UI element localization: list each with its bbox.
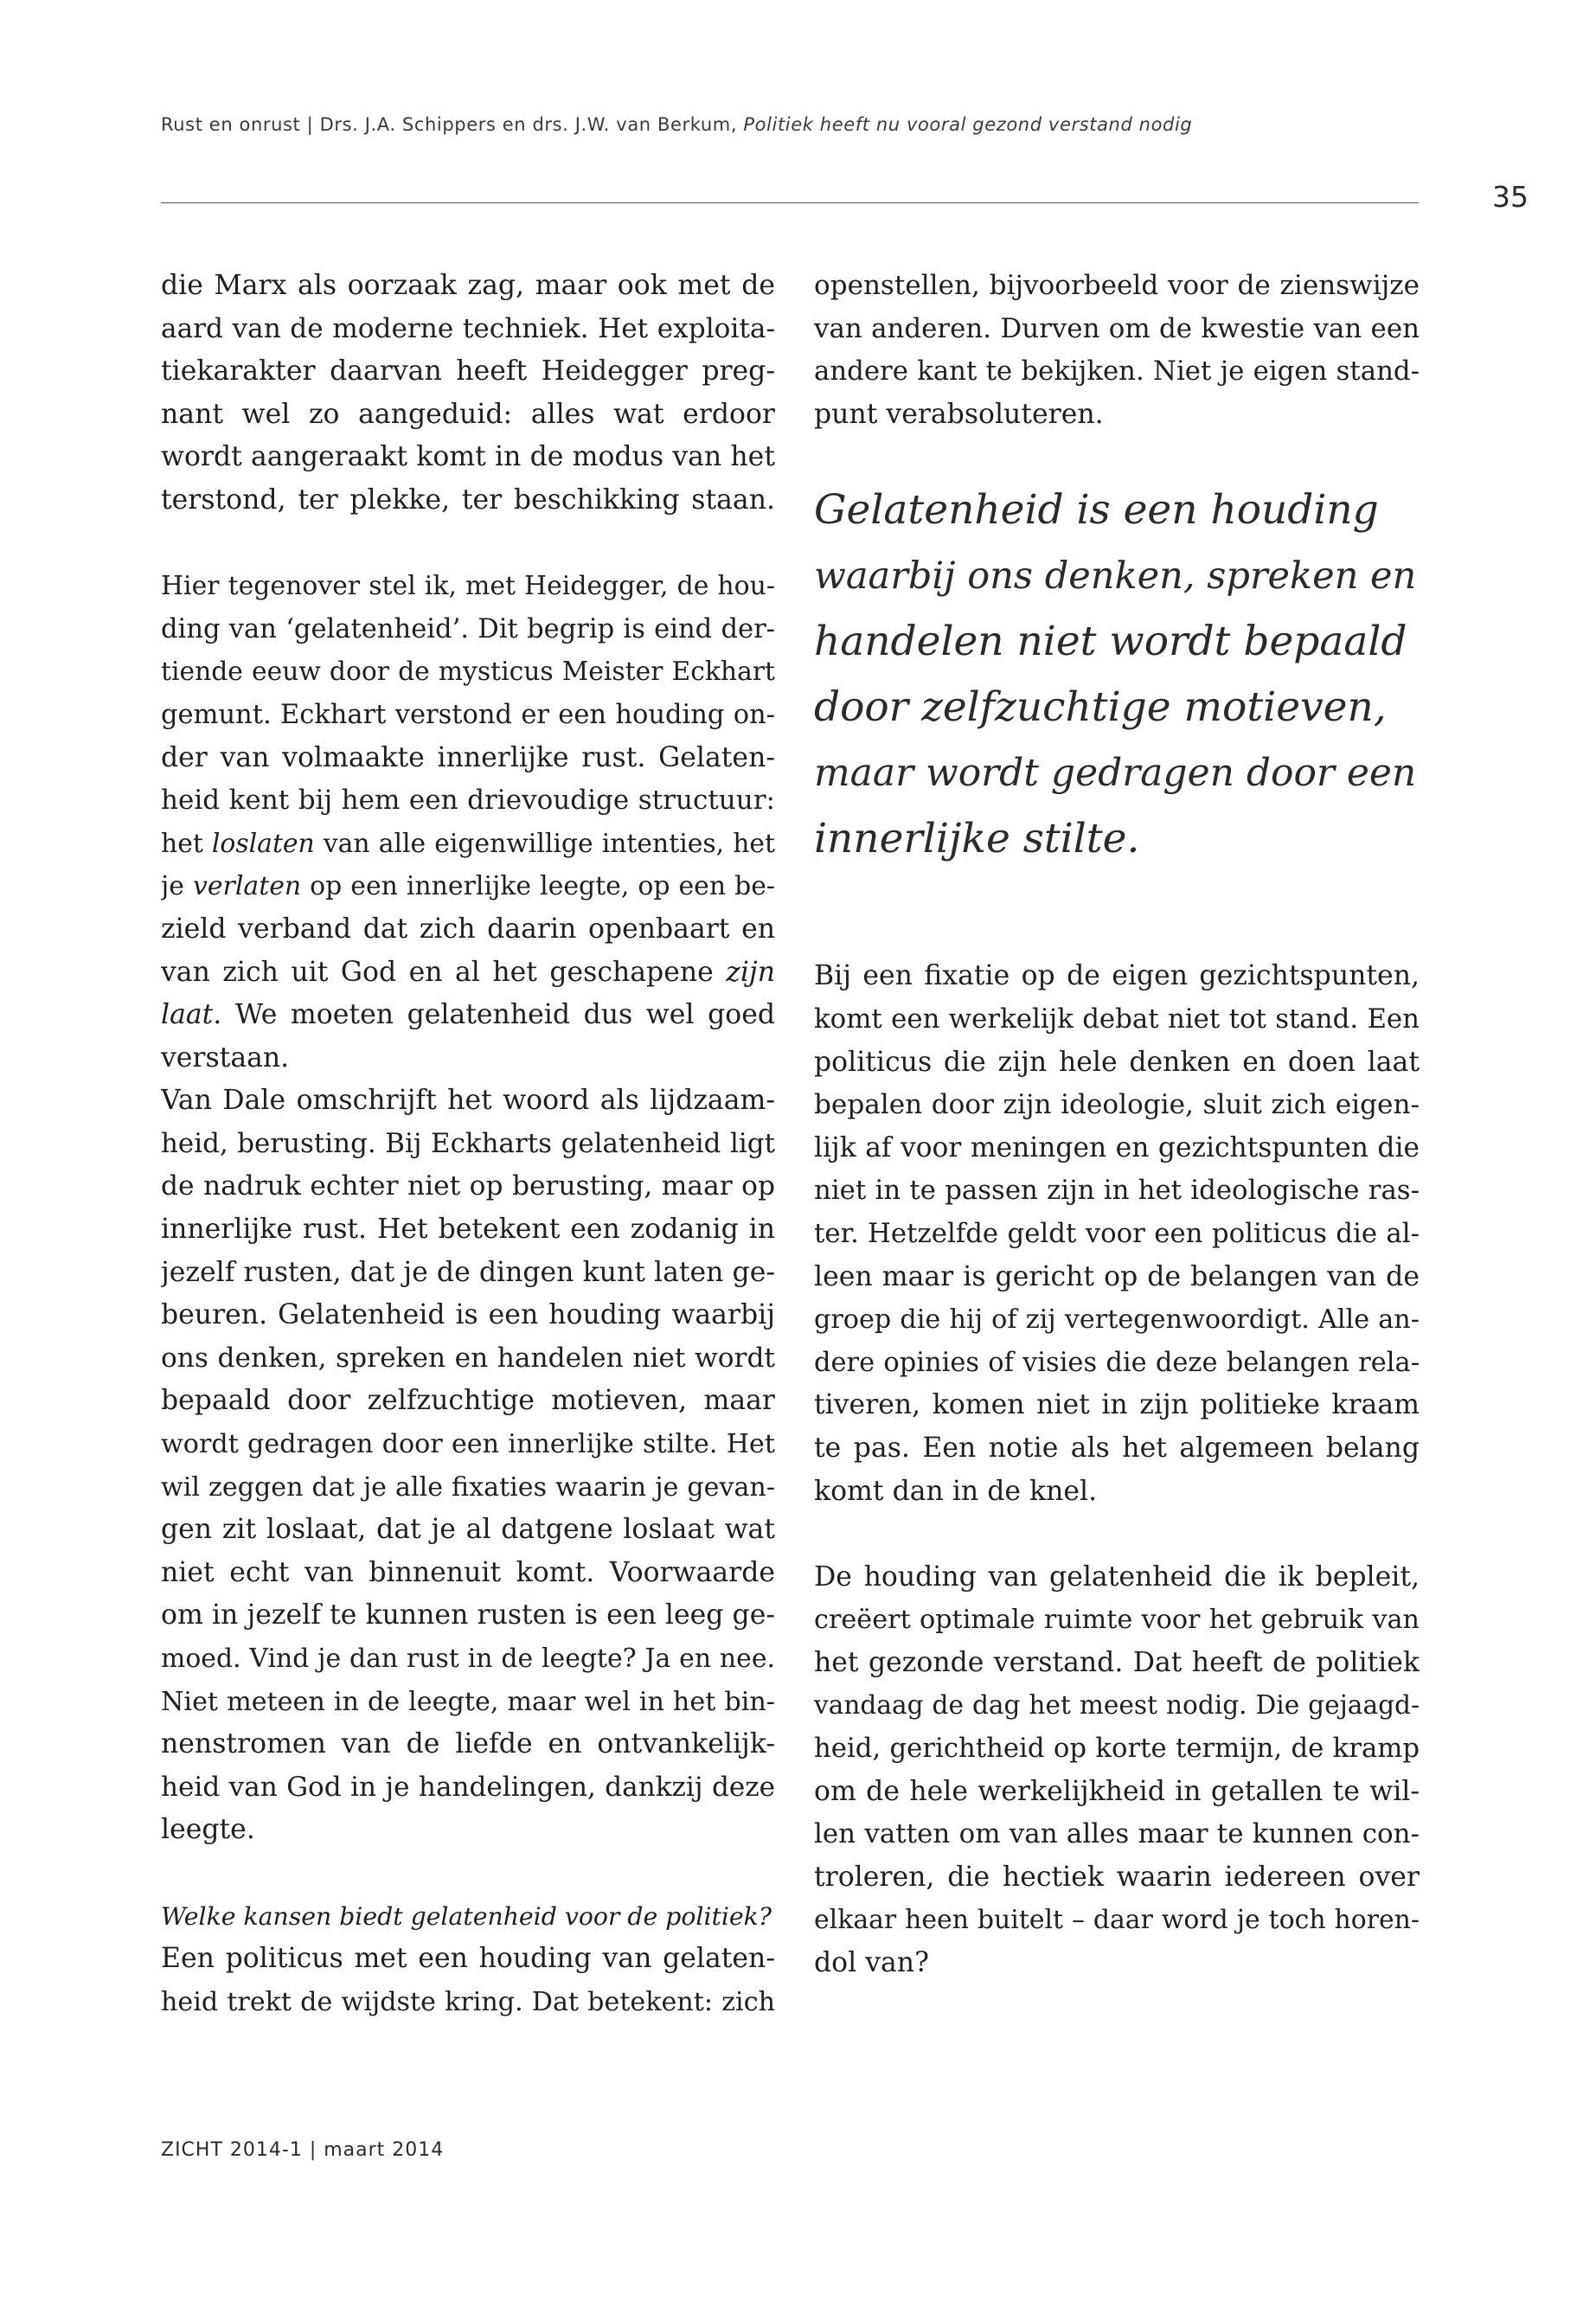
paragraph-answer xyxy=(161,1938,775,2023)
text-line: ons denken, spreken en handelen niet wordt xyxy=(161,1342,775,1374)
paragraph-gap xyxy=(814,1513,1420,1556)
text-line: beuren. Gelatenheid is een houding waarbij xyxy=(161,1299,775,1331)
text-line: troleren, die hectiek waarin iedereen over xyxy=(814,1861,1420,1893)
text-line: om de hele werkelijkheid in getallen te wil- xyxy=(814,1775,1420,1807)
text-line: elkaar heen buitelt – daar word je toch horen- xyxy=(814,1905,1420,1936)
text-line: heid, berusting. Bij Eckharts gelatenheid ligt xyxy=(161,1127,775,1159)
paragraph-openstellen xyxy=(814,265,1420,436)
text-line: innerlijke rust. Het betekent een zodanig in xyxy=(161,1214,775,1246)
quote-line: handelen niet wordt bepaald xyxy=(814,618,1407,666)
text-line: der van volmaakte innerlijke rust. Gelaten- xyxy=(161,741,775,773)
text-line: ter. Hetzelfde geldt voor een politicus die al- xyxy=(814,1217,1420,1249)
italic-term-verlaten: verlaten xyxy=(192,871,302,902)
paragraph-fixatie xyxy=(814,955,1420,1513)
text-run: . We moeten gelatenheid dus wel goed xyxy=(213,999,775,1031)
page-number: 35 xyxy=(1492,180,1529,214)
quote-line: innerlijke stilte. xyxy=(814,815,1140,863)
paragraph-van-dale xyxy=(161,1080,775,1852)
text-line: punt verabsoluteren. xyxy=(814,398,1104,430)
text-line: gen zit loslaat, dat je al datgene loslaat wat xyxy=(161,1514,775,1546)
running-head xyxy=(161,114,1424,135)
text-line: moed. Vind je dan rust in de leegte? Ja en nee. xyxy=(161,1644,775,1674)
page-footer: ZICHT 2014-1 | maart 2014 xyxy=(161,2139,445,2161)
text-line: groep die hij of zij vertegenwoordigt. Alle an- xyxy=(814,1304,1420,1336)
text-line: leen maar is gericht op de belangen van de xyxy=(814,1260,1420,1292)
text-line: tiveren, komen niet in zijn politieke kraam xyxy=(814,1389,1420,1421)
text-line: ding van ‘gelatenheid’. Dit begrip is eind der- xyxy=(161,613,775,644)
text-line: aard van de moderne techniek. Het exploita- xyxy=(161,312,775,344)
text-run: op een innerlijke leegte, op een be- xyxy=(301,871,775,902)
text-line: heid, gerichtheid op korte termijn, de kramp xyxy=(814,1734,1420,1765)
text-line: Bij een fixatie op de eigen gezichtspunten, xyxy=(814,960,1420,992)
text-line: dere opinies of visies die deze belangen rela- xyxy=(814,1347,1420,1378)
text-line xyxy=(161,952,775,995)
text-run: van alle eigenwillige intenties, het xyxy=(314,828,775,859)
paragraph-gap xyxy=(161,1852,775,1895)
text-line: Hier tegenover stel ik, met Heidegger, de hou- xyxy=(161,571,775,602)
running-head-article-title: Politiek heeft nu vooral gezond verstand nodig xyxy=(743,114,1193,135)
text-line: heid kent bij hem een drievoudige structuur: xyxy=(161,785,775,817)
paragraph-gelatenheid xyxy=(161,565,775,1080)
text-line: politicus die zijn hele denken en doen laat xyxy=(814,1046,1420,1078)
header-rule xyxy=(161,202,1419,203)
paragraph-houding xyxy=(814,1556,1420,1985)
pull-quote xyxy=(814,478,1420,872)
text-line: wordt aangeraakt komt in de modus van het xyxy=(161,441,775,473)
text-line: terstond, ter plekke, ter beschikking staan. xyxy=(161,484,775,516)
text-line xyxy=(161,865,775,908)
text-line: tiende eeuw door de mysticus Meister Eckhart xyxy=(161,657,775,688)
text-line: komt dan in de knel. xyxy=(814,1475,1098,1507)
text-line: om in jezelf te kunnen rusten is een leeg ge- xyxy=(161,1599,775,1631)
quote-line: door zelfzuchtige motieven, xyxy=(814,683,1387,732)
running-head-text: Rust en onrust | Drs. J.A. Schippers en drs. J.W. van Berkum, xyxy=(161,114,738,135)
text-line: leegte. xyxy=(161,1814,255,1846)
paragraph-gap xyxy=(161,522,775,566)
text-line xyxy=(161,823,775,866)
text-line: tiekarakter daarvan heeft Heidegger preg- xyxy=(161,356,775,388)
text-line: het gezonde verstand. Dat heeft de politiek xyxy=(814,1646,1420,1678)
text-line: jezelf rusten, dat je de dingen kunt laten ge- xyxy=(161,1256,775,1288)
text-line: lijk af voor meningen en gezichtspunten die xyxy=(814,1131,1420,1163)
text-line: komt een werkelijk debat niet tot stand. Een xyxy=(814,1003,1420,1035)
text-run: het xyxy=(161,828,212,859)
text-run: van zich uit God en al het geschapene xyxy=(161,956,727,988)
text-line: creëert optimale ruimte voor het gebruik van xyxy=(814,1605,1420,1636)
right-column xyxy=(814,265,1420,1985)
text-run: je xyxy=(161,871,193,902)
text-line: De houding van gelatenheid die ik bepleit, xyxy=(814,1561,1420,1593)
text-line: gemunt. Eckhart verstond er een houding on- xyxy=(161,699,775,730)
quote-line: waarbij ons denken, spreken en xyxy=(814,554,1417,599)
text-line: len vatten om van alles maar te kunnen con- xyxy=(814,1818,1420,1850)
text-line: heid trekt de wijdste kring. Dat betekent: zich xyxy=(161,1986,775,2017)
paragraph-marx-heidegger xyxy=(161,265,775,522)
text-line: andere kant te bekijken. Niet je eigen stand- xyxy=(814,356,1420,388)
text-line xyxy=(161,994,775,1037)
left-column xyxy=(161,265,775,2023)
question-line: Welke kansen biedt gelatenheid voor de politiek? xyxy=(161,1901,772,1931)
text-line: Een politicus met een houding van gelaten- xyxy=(161,1943,775,1975)
text-line: openstellen, bijvoorbeeld voor de zienswijze xyxy=(814,270,1420,301)
text-line: heid van God in je handelingen, dankzij deze xyxy=(161,1771,775,1803)
text-line: bepaald door zelfzuchtige motieven, maar xyxy=(161,1385,775,1417)
text-line: zield verband dat zich daarin openbaart en xyxy=(161,913,775,945)
italic-term-laat: laat xyxy=(161,999,214,1031)
text-line: te pas. Een notie als het algemeen belang xyxy=(814,1432,1420,1464)
text-line: van anderen. Durven om de kwestie van een xyxy=(814,312,1420,344)
italic-term-loslaten: loslaten xyxy=(211,828,315,859)
interview-question xyxy=(161,1895,775,1939)
text-line: nenstromen van de liefde en ontvankelijk- xyxy=(161,1728,775,1760)
text-line: nant wel zo aangeduid: alles wat erdoor xyxy=(161,398,775,430)
text-line: wordt gedragen door een innerlijke stilte. Het xyxy=(161,1429,775,1460)
text-line: dol van? xyxy=(814,1947,929,1979)
text-line: wil zeggen dat je alle fixaties waarin je gevan- xyxy=(161,1471,775,1503)
text-line: niet in te passen zijn in het ideologische ras- xyxy=(814,1175,1420,1207)
text-line: die Marx als oorzaak zag, maar ook met de xyxy=(161,270,775,301)
text-line: Van Dale omschrijft het woord als lijdzaam- xyxy=(161,1085,775,1117)
text-line: bepalen door zijn ideologie, sluit zich eigen- xyxy=(814,1089,1420,1121)
quote-line: Gelatenheid is een houding xyxy=(814,486,1379,535)
quote-line: maar wordt gedragen door een xyxy=(814,751,1417,796)
italic-term-zijn: zijn xyxy=(726,956,775,988)
text-line: de nadruk echter niet op berusting, maar op xyxy=(161,1170,775,1202)
text-line: niet echt van binnenuit komt. Voorwaarde xyxy=(161,1556,775,1588)
text-line: verstaan. xyxy=(161,1042,290,1074)
text-line: vandaag de dag het meest nodig. Die gejaagd- xyxy=(814,1690,1420,1721)
text-line: Niet meteen in de leegte, maar wel in het bin- xyxy=(161,1686,775,1717)
